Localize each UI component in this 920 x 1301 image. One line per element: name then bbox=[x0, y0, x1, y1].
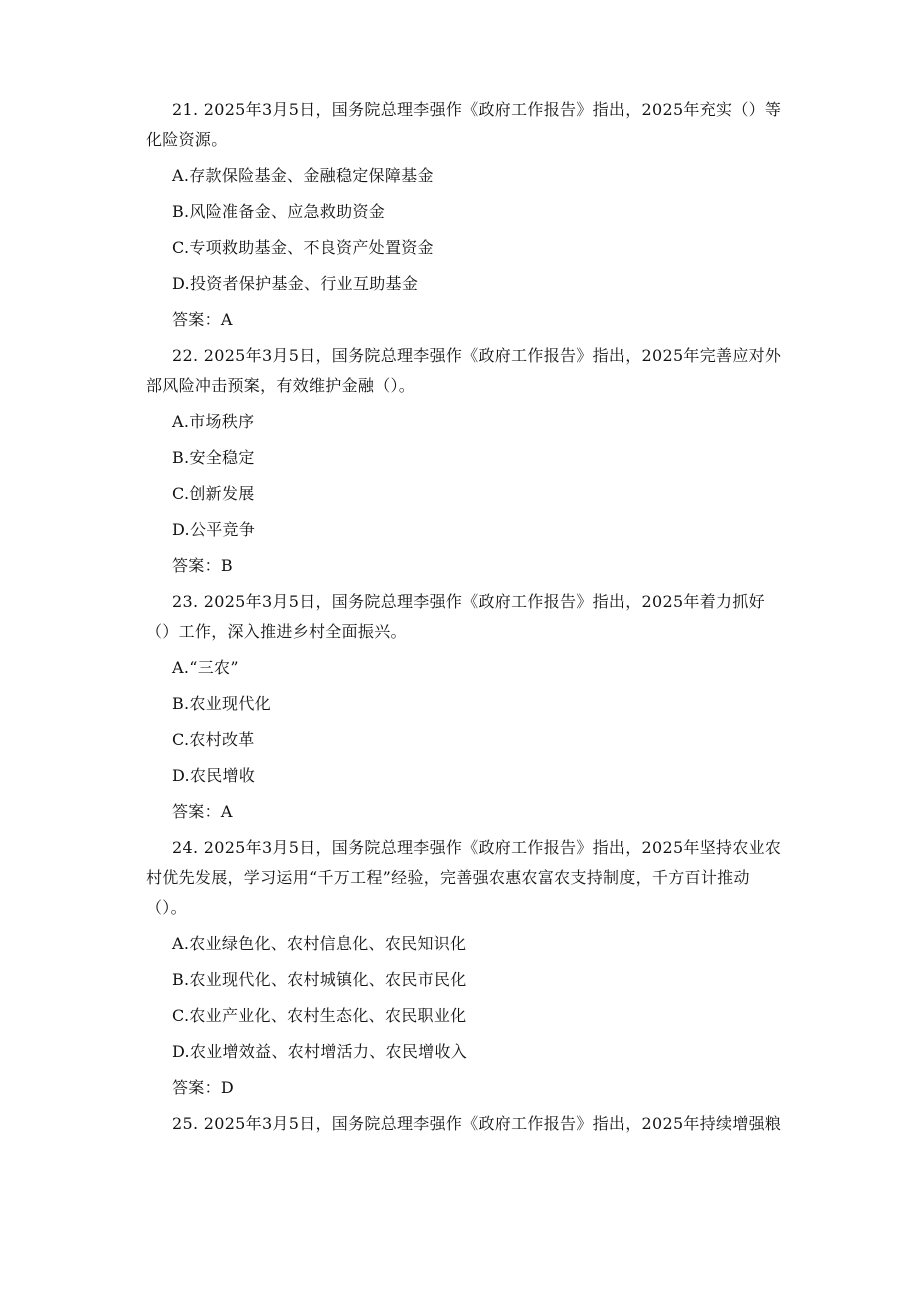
question-stem bbox=[172, 1109, 792, 1139]
stem-line: （）工作，深入推进乡村全面振兴。 bbox=[146, 622, 407, 641]
answer: 答案：A bbox=[172, 310, 233, 329]
option-a: A.市场秩序 bbox=[172, 412, 255, 431]
stem-line: （）。 bbox=[146, 898, 187, 917]
answer: 答案：D bbox=[172, 1078, 235, 1097]
stem-line: 22. 2025年3月5日，国务院总理李强作《政府工作报告》指出，2025年完善应对外 bbox=[172, 346, 782, 365]
question-stem bbox=[146, 95, 792, 155]
option-b: B.安全稳定 bbox=[172, 448, 255, 467]
question-list bbox=[146, 95, 792, 1145]
option-a: A.农业绿色化、农村信息化、农民知识化 bbox=[172, 934, 467, 953]
question-stem bbox=[146, 587, 792, 647]
option-b: B.农业现代化、农村城镇化、农民市民化 bbox=[172, 970, 467, 989]
stem-line: 村优先发展，学习运用“千万工程”经验，完善强农惠农富农支持制度，千方百计推动 bbox=[146, 868, 750, 887]
answer: 答案：A bbox=[172, 802, 233, 821]
option-d: D.农民增收 bbox=[172, 766, 256, 785]
option-b: B.风险准备金、应急救助资金 bbox=[172, 202, 386, 221]
option-c: C.农村改革 bbox=[172, 730, 255, 749]
question-22 bbox=[146, 341, 792, 581]
question-21 bbox=[146, 95, 792, 335]
option-c: C.创新发展 bbox=[172, 484, 255, 503]
option-c: C.农业产业化、农村生态化、农民职业化 bbox=[172, 1006, 467, 1025]
stem-line: 化险资源。 bbox=[146, 130, 228, 149]
question-stem bbox=[146, 833, 792, 923]
stem-line: 部风险冲击预案，有效维护金融（）。 bbox=[146, 376, 416, 395]
answer: 答案：B bbox=[172, 556, 233, 575]
question-25 bbox=[172, 1109, 792, 1139]
option-b: B.农业现代化 bbox=[172, 694, 271, 713]
stem-line: 25. 2025年3月5日，国务院总理李强作《政府工作报告》指出，2025年持续增强粮 bbox=[172, 1114, 782, 1133]
question-24 bbox=[146, 833, 792, 1103]
option-d: D.农业增效益、农村增活力、农民增收入 bbox=[172, 1042, 468, 1061]
stem-line: 23. 2025年3月5日，国务院总理李强作《政府工作报告》指出，2025年着力抓好 bbox=[172, 592, 765, 611]
option-c: C.专项救助基金、不良资产处置资金 bbox=[172, 238, 434, 257]
option-a: A.“三农” bbox=[172, 658, 239, 677]
stem-line: 24. 2025年3月5日，国务院总理李强作《政府工作报告》指出，2025年坚持农业农 bbox=[172, 838, 782, 857]
question-stem bbox=[146, 341, 792, 401]
option-d: D.投资者保护基金、行业互助基金 bbox=[172, 274, 419, 293]
option-a: A.存款保险基金、金融稳定保障基金 bbox=[172, 166, 434, 185]
question-23 bbox=[146, 587, 792, 827]
option-d: D.公平竞争 bbox=[172, 520, 256, 539]
stem-line: 21. 2025年3月5日，国务院总理李强作《政府工作报告》指出，2025年充实（）等 bbox=[172, 100, 782, 119]
